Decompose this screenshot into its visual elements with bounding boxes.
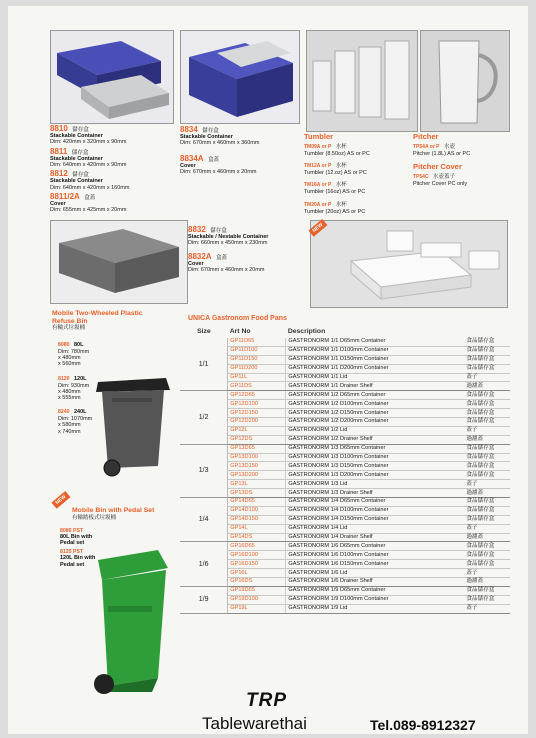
pedal-bin-cn: 有輪踏板式垃圾桶: [72, 514, 117, 521]
size-cell: 1/3: [180, 444, 228, 497]
item-name: Cover: [50, 201, 66, 208]
item-dim: Dim: 640mm x 420mm x 90mm: [50, 162, 127, 169]
art-no-cell: GP12DS: [228, 435, 286, 444]
item-desc: Tumbler (8.50oz) AS or PC: [304, 151, 370, 157]
art-no-cell: GP12D200: [228, 418, 286, 427]
description-cell: GASTRONORM 1/3 Drainer Shelf: [286, 489, 464, 498]
bin-dim-2: x 480mm: [58, 388, 81, 395]
description-cell: GASTRONORM 1/1 Lid: [286, 373, 464, 382]
table-row: [180, 480, 510, 489]
chinese-name-cell: 食品儲存盒: [464, 586, 510, 595]
art-no-cell: GP16L: [228, 569, 286, 578]
table-row: [180, 604, 510, 613]
description-cell: GASTRONORM 1/9 D100mm Container: [286, 595, 464, 604]
chinese-name-cell: 蓋子: [464, 426, 510, 435]
chinese-name-cell: 蓋子: [464, 480, 510, 489]
pitcher-cover-desc: Pitcher Cover PC only: [413, 181, 468, 188]
refuse-bin-header: [52, 310, 182, 331]
table-row: [180, 346, 510, 355]
header-art: Art No: [229, 327, 251, 335]
pitcher-desc: Pitcher (1.8L) AS or PC: [413, 151, 471, 157]
bin-code: 8120: [58, 375, 70, 382]
refuse-bin-title-1: Mobile Two-Wheeled Plastic: [52, 310, 143, 317]
item-cn: 水杯: [335, 163, 347, 170]
pedal-line-1: 120L Bin with: [60, 555, 96, 562]
item-code: 8834: [180, 125, 198, 134]
pitcher-cover-cn: 水壺蓋子: [433, 174, 456, 181]
chinese-name-cell: 食品儲存盒: [464, 418, 510, 427]
description-cell: GASTRONORM 1/2 D150mm Container: [286, 409, 464, 418]
art-no-cell: GP16D100: [228, 551, 286, 560]
item-name: Stackable / Nestable Container: [188, 234, 269, 241]
pitcher-photo: [420, 30, 510, 132]
tumbler-list: [304, 133, 414, 215]
item-name: Cover: [188, 260, 204, 267]
art-no-cell: GP19D100: [228, 595, 286, 604]
item-name: Cover: [180, 162, 196, 169]
art-no-cell: GP14DS: [228, 533, 286, 542]
table-row: [180, 355, 510, 364]
item-cn: 盒蓋: [208, 156, 220, 163]
chinese-name-cell: 食品儲存盒: [464, 453, 510, 462]
description-cell: GASTRONORM 1/3 Lid: [286, 480, 464, 489]
table-row: [180, 524, 510, 533]
description-cell: GASTRONORM 1/1 D150mm Container: [286, 355, 464, 364]
item-desc: Tumbler (20oz) AS or PC: [304, 208, 366, 215]
item-cn: 儲存盒: [210, 228, 227, 234]
table-row: [180, 418, 510, 427]
art-no-cell: GP12D100: [228, 400, 286, 409]
table-row: [180, 471, 510, 480]
nestable-container-list: [188, 224, 308, 273]
refuse-bin-cn: 有輪式垃圾桶: [52, 325, 86, 331]
pitcher-info: [413, 133, 513, 187]
description-cell: GASTRONORM 1/6 D100mm Container: [286, 551, 464, 560]
bin-size: 80L: [74, 342, 84, 348]
table-row: [180, 409, 510, 418]
item-cn: 儲存盒: [202, 128, 219, 134]
pedal-code: 8120 PST: [60, 549, 84, 556]
item-name: Stackable Container: [50, 155, 103, 162]
item-code: TM09A or P: [304, 144, 332, 150]
chinese-name-cell: 食品儲存盒: [464, 506, 510, 515]
item-code: 8812: [50, 169, 68, 179]
grey-refuse-bin-photo: [92, 368, 174, 478]
table-row: [180, 560, 510, 569]
bin-code: 8240: [58, 409, 70, 416]
item-cn: 盒蓋: [84, 194, 96, 201]
stackable-container-list: [50, 124, 176, 213]
art-no-cell: GP13L: [228, 480, 286, 489]
item-code: 8811/2A: [50, 191, 80, 201]
item-cn: 儲存盒: [71, 149, 89, 156]
description-cell: GASTRONORM 1/2 D100mm Container: [286, 400, 464, 409]
art-no-cell: GP16DS: [228, 578, 286, 587]
pedal-bin-header: [72, 507, 182, 521]
item-code: 8811: [50, 146, 68, 156]
chinese-name-cell: 食品儲存盒: [464, 409, 510, 418]
description-cell: GASTRONORM 1/3 D100mm Container: [286, 453, 464, 462]
item-code: 8810: [50, 124, 68, 133]
item-code: TM16A or P: [304, 182, 332, 189]
table-row: [180, 364, 510, 373]
chinese-name-cell: 蓋子: [464, 524, 510, 533]
chinese-name-cell: 食品儲存盒: [464, 560, 510, 569]
catalog-page: [8, 6, 528, 734]
chinese-name-cell: 食品儲存盒: [464, 338, 510, 346]
item-cn: 儲存盒: [72, 127, 89, 133]
pedal-line-1: 80L Bin with: [60, 534, 93, 540]
gastronorm-table: [180, 324, 510, 614]
item-cn: 盒蓋: [216, 254, 228, 261]
description-cell: GASTRONORM 1/9 D65mm Container: [286, 586, 464, 595]
art-no-cell: GP13DS: [228, 489, 286, 498]
trp-logo: TRP: [246, 690, 287, 711]
bin-dim-2: x 480mm: [58, 355, 81, 362]
pitcher-cn: 水壺: [443, 144, 455, 150]
table-row: [180, 551, 510, 560]
description-cell: GASTRONORM 1/1 D200mm Container: [286, 364, 464, 373]
table-row: [180, 453, 510, 462]
description-cell: GASTRONORM 1/6 D150mm Container: [286, 560, 464, 569]
item-dim: Dim: 420mm x 320mm x 90mm: [50, 139, 127, 146]
table-row: [180, 533, 510, 542]
item-cn: 儲存盒: [72, 172, 89, 179]
table-row: [180, 595, 510, 604]
chinese-name-cell: 食品儲存盒: [464, 400, 510, 409]
chinese-name-cell: 過濾蓋: [464, 489, 510, 498]
table-row: [180, 444, 510, 453]
description-cell: GASTRONORM 1/6 Drainer Shelf: [286, 578, 464, 587]
bin-size: 240L: [74, 409, 87, 416]
description-cell: GASTRONORM 1/3 D200mm Container: [286, 471, 464, 480]
table-row: [180, 462, 510, 471]
table-row: [180, 391, 510, 400]
chinese-name-cell: 食品儲存盒: [464, 391, 510, 400]
size-cell: 1/4: [180, 498, 228, 542]
pedal-bin-title: Mobile Bin with Pedal Set: [72, 507, 155, 514]
table-row: [180, 586, 510, 595]
art-no-cell: GP11DS: [228, 382, 286, 391]
chinese-name-cell: 過濾蓋: [464, 578, 510, 587]
description-cell: GASTRONORM 1/6 D65mm Container: [286, 542, 464, 551]
description-cell: GASTRONORM 1/3 D65mm Container: [286, 444, 464, 453]
art-no-cell: GP11D150: [228, 355, 286, 364]
item-dim: Dim: 670mm x 460mm x 20mm: [188, 267, 265, 274]
chinese-name-cell: 食品儲存盒: [464, 515, 510, 524]
bin-size: 120L: [74, 375, 87, 382]
description-cell: GASTRONORM 1/2 Drainer Shelf: [286, 435, 464, 444]
stackable-container-photo: [50, 30, 174, 124]
chinese-name-cell: 食品儲存盒: [464, 462, 510, 471]
bin-dim-2: x 580mm: [58, 422, 81, 429]
description-cell: GASTRONORM 1/2 Lid: [286, 426, 464, 435]
description-cell: GASTRONORM 1/1 Drainer Shelf: [286, 382, 464, 391]
art-no-cell: GP11D200: [228, 364, 286, 373]
tumbler-photo: [306, 30, 418, 132]
chinese-name-cell: 蓋子: [464, 569, 510, 578]
art-no-cell: GP11D65: [228, 338, 286, 346]
art-no-cell: GP14L: [228, 524, 286, 533]
description-cell: GASTRONORM 1/4 Lid: [286, 524, 464, 533]
chinese-name-cell: 蓋子: [464, 604, 510, 613]
large-container-list: [180, 124, 304, 175]
description-cell: GASTRONORM 1/1 D65mm Container: [286, 338, 464, 346]
art-no-cell: GP13D65: [228, 444, 286, 453]
description-cell: GASTRONORM 1/2 D65mm Container: [286, 391, 464, 400]
pedal-line-2: Pedal set: [60, 561, 85, 568]
chinese-name-cell: 食品儲存盒: [464, 444, 510, 453]
table-row: [180, 578, 510, 587]
chinese-name-cell: 食品儲存盒: [464, 595, 510, 604]
bin-dim-3: x 560mm: [58, 361, 81, 368]
nestable-container-photo: [50, 220, 188, 304]
description-cell: GASTRONORM 1/4 D150mm Container: [286, 515, 464, 524]
description-cell: GASTRONORM 1/4 D65mm Container: [286, 498, 464, 507]
art-no-cell: GP12D150: [228, 409, 286, 418]
table-row: [180, 400, 510, 409]
chinese-name-cell: 食品儲存盒: [464, 355, 510, 364]
pitcher-code: TP54A or P: [413, 144, 440, 150]
refuse-bin-title-2: Refuse Bin: [52, 317, 88, 325]
chinese-name-cell: 食品儲存盒: [464, 346, 510, 355]
art-no-cell: GP12D65: [228, 391, 286, 400]
chinese-name-cell: 食品儲存盒: [464, 498, 510, 507]
table-row: [180, 382, 510, 391]
table-row: [180, 435, 510, 444]
header-desc: Description: [287, 327, 326, 335]
chinese-name-cell: 過濾蓋: [464, 382, 510, 391]
chinese-name-cell: 食品儲存盒: [464, 471, 510, 480]
item-desc: Tumbler (12.oz) AS or PC: [304, 170, 367, 177]
art-no-cell: GP13D150: [228, 462, 286, 471]
item-desc: Tumbler (16oz) AS or PC: [304, 189, 366, 196]
description-cell: GASTRONORM 1/4 Drainer Shelf: [286, 533, 464, 542]
table-row: [180, 569, 510, 578]
bin-dim-3: x 740mm: [58, 428, 81, 435]
pitcher-title: Pitcher: [413, 132, 439, 141]
item-name: Stackable Container: [50, 178, 103, 185]
site-name: Tablewarethai: [202, 714, 307, 733]
item-dim: Dim: 670mm x 460mm x 360mm: [180, 140, 260, 147]
item-code: 8832: [188, 225, 206, 234]
description-cell: GASTRONORM 1/4 D100mm Container: [286, 506, 464, 515]
large-container-photo: [180, 30, 300, 124]
item-name: Stackable Container: [50, 133, 103, 140]
chinese-name-cell: 食品儲存盒: [464, 542, 510, 551]
item-dim: Dim: 655mm x 425mm x 20mm: [50, 207, 127, 214]
item-code: TM20A or P: [304, 201, 332, 208]
size-cell: 1/1: [180, 338, 228, 391]
unica-title: UNICA Gastronom Food Pans: [188, 315, 287, 322]
art-no-cell: GP14D100: [228, 506, 286, 515]
bin-dim-1: Dim: 930mm: [58, 382, 90, 389]
art-no-cell: GP11L: [228, 373, 286, 382]
art-no-cell: GP16D65: [228, 542, 286, 551]
bin-code: 8080: [58, 342, 70, 348]
table-row: [180, 338, 510, 346]
bin-dim-3: x 555mm: [58, 395, 81, 402]
tumbler-title: Tumbler: [304, 132, 334, 141]
description-cell: GASTRONORM 1/1 D100mm Container: [286, 346, 464, 355]
table-row: [180, 542, 510, 551]
size-cell: 1/6: [180, 542, 228, 586]
chinese-name-cell: 蓋子: [464, 373, 510, 382]
pedal-code: 8080 PST: [60, 528, 84, 534]
art-no-cell: GP19L: [228, 604, 286, 613]
table-row: [180, 515, 510, 524]
bin-dim-1: Dim: 780mm: [58, 349, 90, 355]
item-dim: Dim: 660mm x 450mm x 230mm: [188, 240, 268, 247]
art-no-cell: GP19D65: [228, 586, 286, 595]
chinese-name-cell: 過濾蓋: [464, 435, 510, 444]
art-no-cell: GP13D100: [228, 453, 286, 462]
art-no-cell: GP14D150: [228, 515, 286, 524]
gastronorm-table-body: [180, 338, 510, 613]
art-no-cell: GP13D200: [228, 471, 286, 480]
art-no-cell: GP12L: [228, 426, 286, 435]
chinese-name-cell: 食品儲存盒: [464, 551, 510, 560]
item-dim: Dim: 640mm x 420mm x 160mm: [50, 184, 130, 191]
size-cell: 1/2: [180, 391, 228, 444]
green-pedal-bin-photo: [68, 546, 178, 698]
phone-number: Tel.089-8912327: [370, 717, 476, 733]
new-badge: NEW: [51, 491, 70, 508]
chinese-name-cell: 食品儲存盒: [464, 364, 510, 373]
description-cell: GASTRONORM 1/2 D200mm Container: [286, 418, 464, 427]
pitcher-cover-title: Pitcher Cover: [413, 162, 462, 172]
item-code: 8834A: [180, 153, 204, 163]
pedal-line-2: Pedal set: [60, 540, 85, 547]
header-size: Size: [197, 327, 211, 335]
art-no-cell: GP11D100: [228, 346, 286, 355]
item-code: 8832A: [188, 251, 212, 261]
pitcher-cover-code: TP54C: [413, 174, 429, 181]
size-cell: 1/9: [180, 586, 228, 613]
item-cn: 水杯: [335, 201, 347, 208]
gastronorm-pans-photo: [310, 220, 508, 308]
item-name: Stackable Container: [180, 134, 233, 141]
table-row: [180, 373, 510, 382]
table-row: [180, 506, 510, 515]
item-cn: 水杯: [335, 182, 347, 189]
table-row: [180, 489, 510, 498]
bin-dim-1: Dim: 1070mm: [58, 416, 93, 423]
table-row: [180, 498, 510, 507]
table-row: [180, 426, 510, 435]
description-cell: GASTRONORM 1/9 Lid: [286, 604, 464, 613]
chinese-name-cell: 過濾蓋: [464, 533, 510, 542]
new-badge: NEW: [308, 219, 327, 236]
art-no-cell: GP16D150: [228, 560, 286, 569]
item-cn: 水杯: [335, 144, 347, 150]
item-code: TM12A or P: [304, 163, 332, 170]
table-header-row: [180, 324, 510, 338]
art-no-cell: GP14D65: [228, 498, 286, 507]
description-cell: GASTRONORM 1/3 D150mm Container: [286, 462, 464, 471]
description-cell: GASTRONORM 1/6 Lid: [286, 569, 464, 578]
item-dim: Dim: 670mm x 460mm x 20mm: [180, 169, 257, 176]
